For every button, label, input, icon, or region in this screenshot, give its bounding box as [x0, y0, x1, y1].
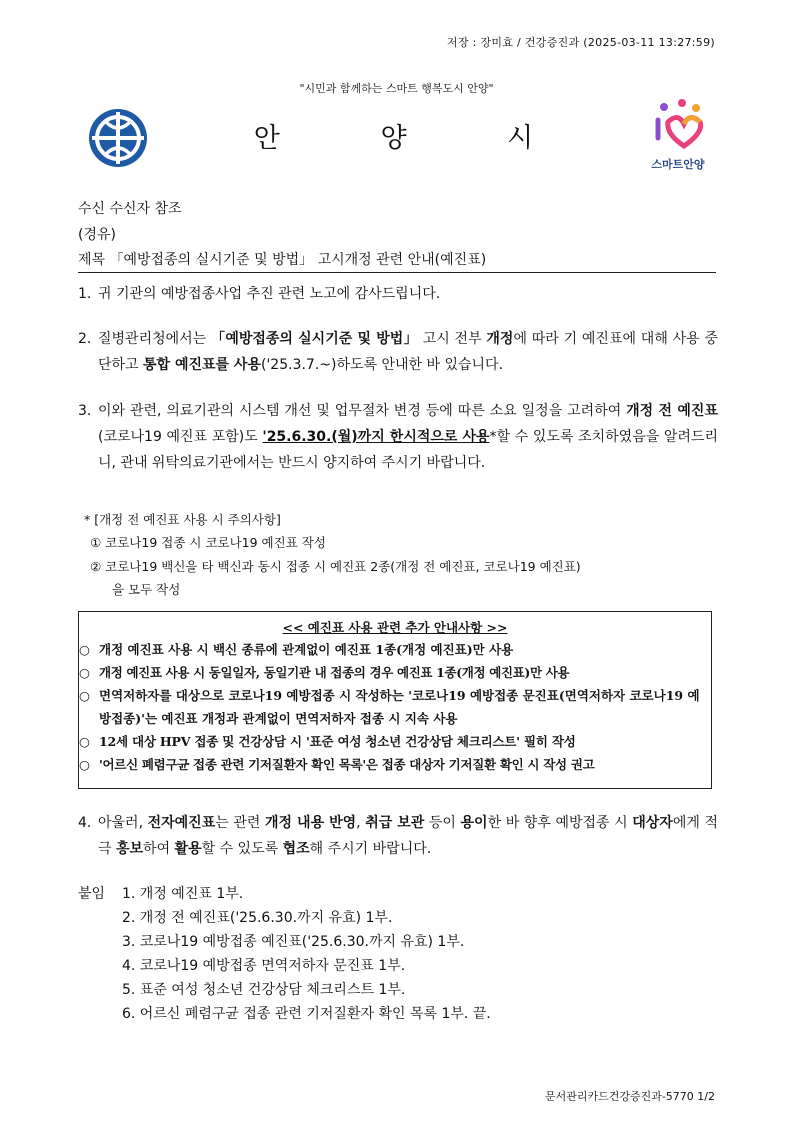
paragraph-4: [78, 810, 718, 862]
document-footer: 문서관리카드건강증진과-5770 1/2: [544, 1090, 715, 1103]
smart-anyang-text: 스마트안양: [651, 158, 705, 171]
header-divider: [78, 272, 716, 273]
caution-note-2: ② 코로나19 백신을 타 백신과 동시 접종 시 예진표 2종(개정 전 예진표, 코로나19 예진표): [90, 559, 581, 574]
paragraph-2: [78, 326, 718, 378]
smart-anyang-heart-icon: [644, 98, 712, 150]
circle-bullet-icon: ○: [79, 665, 90, 680]
paragraph-3: [78, 398, 718, 476]
attachment-item: 4. 코로나19 예방접종 면역저하자 문진표 1부.: [122, 958, 406, 974]
attachments-label: 붙임: [78, 886, 106, 902]
paragraph-number: 3.: [78, 403, 92, 419]
paragraph-1: [78, 281, 718, 307]
caution-note-2-cont: 을 모두 작성: [112, 582, 181, 597]
circle-bullet-icon: ○: [79, 757, 90, 772]
attachment-item: 5. 표준 여성 청소년 건강상담 체크리스트 1부.: [122, 982, 406, 998]
paragraph-number: 2.: [78, 331, 92, 347]
circle-bullet-icon: ○: [79, 642, 90, 657]
guidance-item: ○ 면역저하자를 대상으로 코로나19 예방접종 시 작성하는 '코로나19 예방접종 문진표(면역저하자 코로나19 예방접종)'는 예진표 개정과 관계없이 면역저하자 접종 시 지속 사용: [79, 684, 711, 730]
via-line: (경유): [78, 227, 116, 243]
paragraph-text: 이와 관련, 의료기관의 시스템 개선 및 업무절차 변경 등에 따른 소요 일정을 고려하여 개정 전 예진표(코로나19 예진표 포함)도 '25.6.30.(월)까지 한시적으로 사용*할 수 있도록 조치하였음을 알려드리니, 관내 위탁의료기관에서는 반드시 양지하여 주시기 바랍니다.: [98, 403, 718, 471]
subject-line: 제목 「예방접종의 실시기준 및 방법」 고시개정 관련 안내(예진표): [78, 252, 487, 268]
paragraph-text: 아울러, 전자예진표는 관련 개정 내용 반영, 취급 보관 등이 용이한 바 향후 예방접종 시 대상자에게 적극 홍보하여 활용할 수 있도록 협조해 주시기 바랍니다.: [98, 815, 718, 857]
box-title: << 예진표 사용 관련 추가 안내사항 >>: [282, 620, 508, 635]
paragraph-number: 1.: [78, 286, 92, 302]
caution-note-heading: * [개정 전 예진표 사용 시 주의사항]: [84, 512, 281, 527]
paragraph-text: 귀 기관의 예방접종사업 추진 관련 노고에 감사드립니다.: [98, 286, 441, 302]
guidance-item: ○ 개정 예진표 사용 시 동일일자, 동일기관 내 접종의 경우 예진표 1종(개정 예진표)만 사용: [79, 661, 711, 684]
org-title: 안 양 시: [253, 123, 580, 154]
guidance-item: ○ '어르신 폐렴구균 접종 관련 기저질환자 확인 목록'은 접종 대상자 기저질환 확인 시 작성 권고: [79, 753, 711, 776]
attachment-item: 1. 개정 예진표 1부.: [122, 886, 244, 902]
guidance-item: ○ 12세 대상 HPV 접종 및 건강상담 시 '표준 여성 청소년 건강상담 체크리스트' 필히 작성: [79, 730, 711, 753]
attachment-item: 6. 어르신 폐렴구균 접종 관련 기저질환자 확인 목록 1부. 끝.: [122, 1006, 491, 1022]
additional-guidance-box: [78, 611, 712, 789]
smart-anyang-logo: [644, 98, 712, 170]
guidance-item: ○ 개정 예진표 사용 시 백신 종류에 관계없이 예진표 1종(개정 예진표)만 사용: [79, 638, 711, 661]
caution-note-1: ① 코로나19 접종 시 코로나19 예진표 작성: [90, 535, 326, 550]
slogan: "시민과 함께하는 스마트 행복도시 안양": [299, 82, 494, 95]
saved-info: 저장 : 장미효 / 건강증진과 (2025-03-11 13:27:59): [447, 36, 715, 49]
attachment-item: 2. 개정 전 예진표('25.6.30.까지 유효) 1부.: [122, 910, 393, 926]
recipient-line: 수신 수신자 참조: [78, 201, 182, 217]
paragraph-text: 질병관리청에서는 「예방접종의 실시기준 및 방법」 고시 전부 개정에 따라 기 예진표에 대해 사용 중단하고 통합 예진표를 사용('25.3.7.~)하도록 안내한 바 있습니다.: [98, 331, 718, 373]
circle-bullet-icon: ○: [79, 734, 90, 749]
paragraph-number: 4.: [78, 815, 92, 831]
circle-bullet-icon: ○: [79, 688, 90, 703]
attachment-item: 3. 코로나19 예방접종 예진표('25.6.30.까지 유효) 1부.: [122, 934, 465, 950]
